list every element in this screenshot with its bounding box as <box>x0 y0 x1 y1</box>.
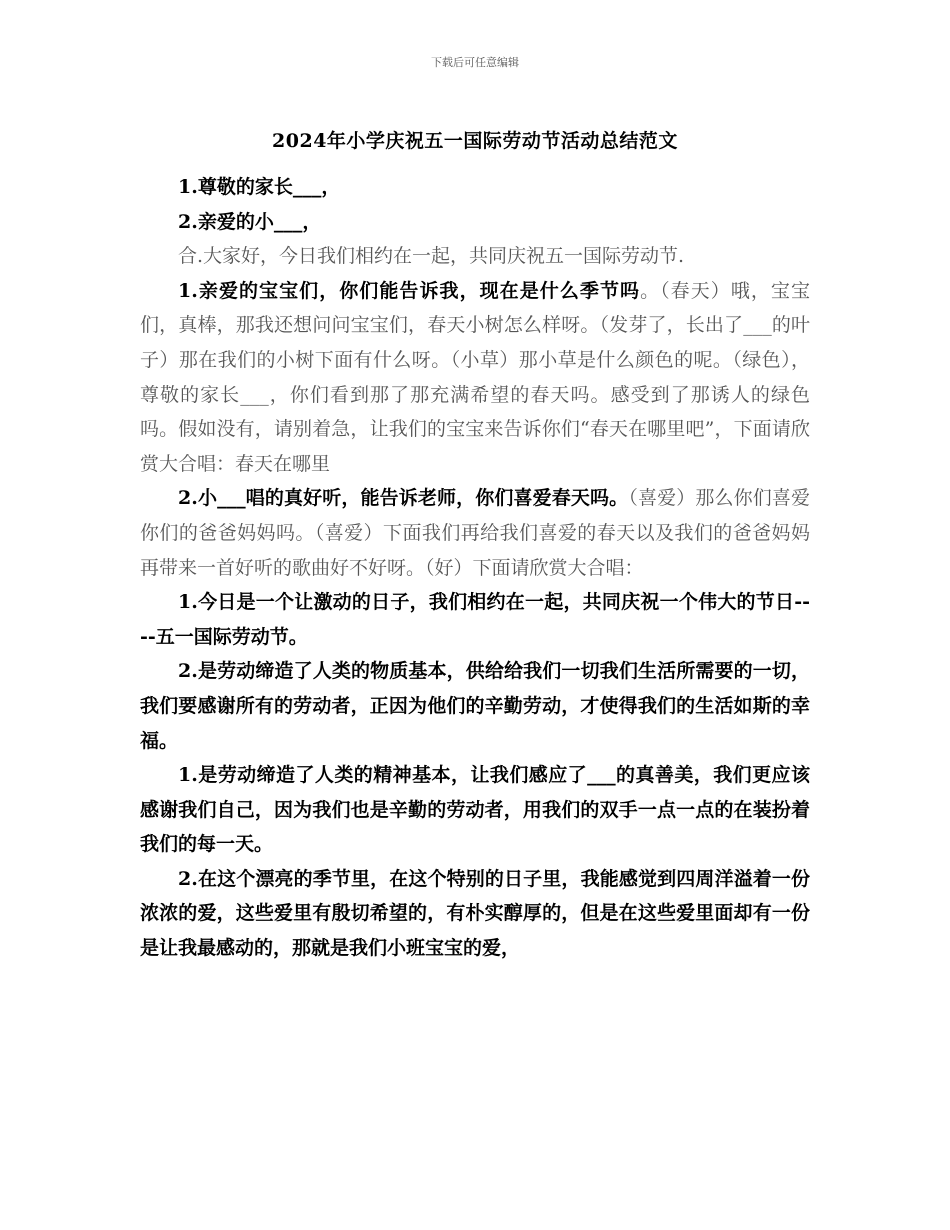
paragraph-spring-dialogue <box>140 274 810 482</box>
paragraph-song-question: 2.小___唱的真好听，能告诉老师，你们喜爱春天吗。 <box>178 487 629 510</box>
header-note: 下载后可任意编辑 <box>431 56 519 69</box>
document-body <box>140 170 810 966</box>
paragraph-spiritual-basis: 1.是劳动缔造了人类的精神基本，让我们感应了___的真善美，我们更应该感谢我们自己，因为我们也是辛勤的劳动者，用我们的双手一点一点的在装扮着我们的每一天。 <box>140 764 810 856</box>
paragraph-spring-answer: 。（春天）哦，宝宝们，真棒，那我还想问问宝宝们，春天小树怎么样呀。（发芽了，长出了___的叶子）那在我们的小树下面有什么呀。（小草）那小草是什么颜色的呢。（绿色），尊敬的家长___，你们看到那了那充满希望的春天吗。感受到了那诱人的绿色吗。假如没有，请别着急，让我们的宝宝来告诉你们“春天在哪里吧”，下面请欣赏大合唱：春天在哪里 <box>140 279 810 475</box>
paragraph-festival-intro: 1.今日是一个让激动的日子，我们相约在一起，共同庆祝一个伟大的节日----五一国际劳动节。 <box>140 591 810 648</box>
document-title: 2024年小学庆祝五一国际劳动节活动总结范文 <box>272 130 678 152</box>
paragraph-material-basis: 2.是劳动缔造了人类的物质基本，供给给我们一切我们生活所需要的一切，我们要感谢所有的劳动者，正因为他们的辛勤劳动，才使得我们的生活如斯的幸福。 <box>140 660 810 752</box>
paragraph-spring-question: 1.亲爱的宝宝们，你们能告诉我，现在是什么季节吗 <box>178 279 641 302</box>
paragraph-greeting-parents: 1.尊敬的家长___， <box>178 176 341 198</box>
paragraph-season-love: 2.在这个漂亮的季节里，在这个特别的日子里，我能感觉到四周洋溢着一份浓浓的爱，这些爱里有殷切希望的，有朴实醇厚的，但是在这些爱里面却有一份是让我最感动的，那就是我们小班宝宝的爱， <box>140 867 810 960</box>
paragraph-welcome: 合.大家好，今日我们相约在一起，共同庆祝五一国际劳动节. <box>178 245 685 268</box>
paragraph-greeting-children: 2.亲爱的小___， <box>178 210 322 233</box>
paragraph-song-answer: （喜爱）那么你们喜爱你们的爸爸妈妈吗。（喜爱）下面我们再给我们喜爱的春天以及我们的爸爸妈妈再带来一首好听的歌曲好不好呀。（好）下面请欣赏大合唱： <box>140 487 810 579</box>
paragraph-song-dialogue <box>140 481 810 585</box>
